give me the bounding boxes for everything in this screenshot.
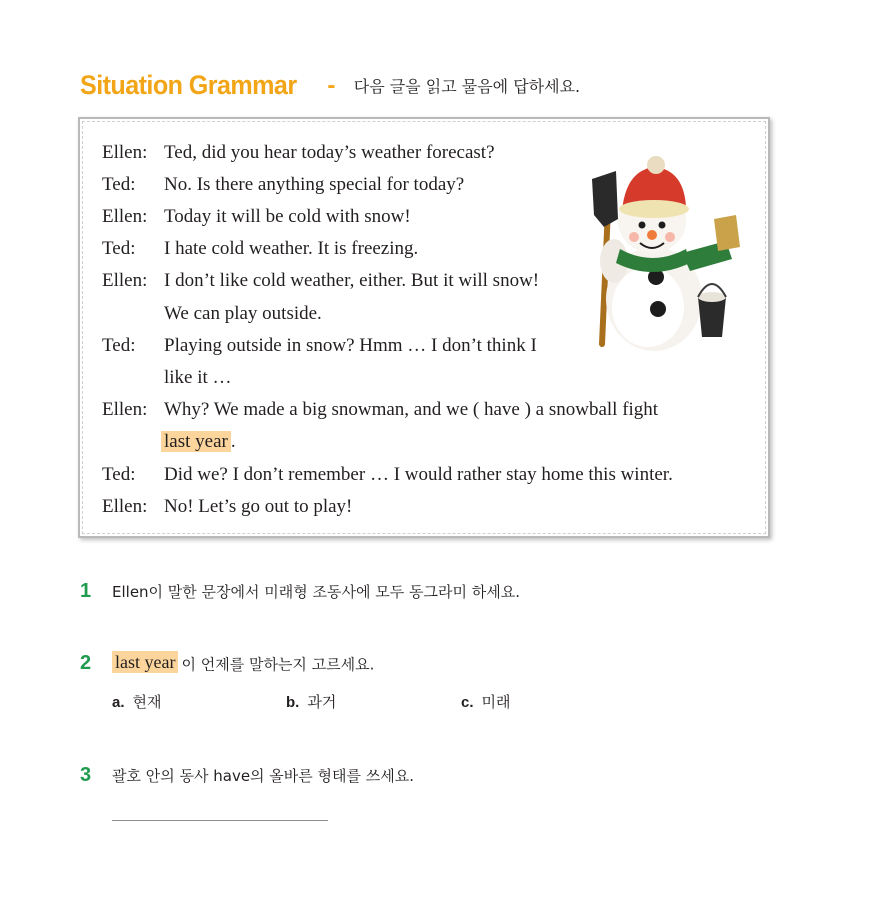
dialogue-box: [78, 117, 770, 538]
dialogue-line: [102, 269, 539, 293]
dialogue-line: [102, 334, 537, 358]
option-c[interactable]: [461, 691, 511, 712]
snowman-illustration: [586, 149, 746, 359]
option-label: c.: [461, 694, 474, 711]
dialogue-line: [102, 205, 411, 229]
question-3: [80, 764, 414, 787]
line-text: No. Is there anything special for today?: [164, 174, 465, 195]
line-text: .: [230, 431, 236, 452]
dialogue-line: [102, 463, 673, 487]
option-text: 현재: [132, 693, 162, 711]
option-label: a.: [112, 694, 125, 711]
dialogue-line: [102, 141, 495, 165]
line-text: We can play outside.: [164, 303, 322, 324]
line-text: I hate cold weather. It is freezing.: [164, 238, 419, 259]
option-b[interactable]: [286, 691, 336, 712]
question-text: Ellen이 말한 문장에서 미래형 조동사에 모두 동그라미 하세요.: [112, 583, 520, 601]
answer-blank-line[interactable]: [112, 820, 328, 821]
title-dash: -: [327, 71, 336, 99]
line-text: like it …: [164, 367, 232, 388]
section-title: Situation Grammar: [80, 70, 297, 100]
line-text: Playing outside in snow? Hmm … I don’t think I: [164, 335, 537, 356]
speaker-label: Ellen:: [102, 399, 148, 420]
speaker-label: Ellen:: [102, 496, 148, 517]
option-text: 과거: [307, 693, 337, 711]
speaker-label: Ted:: [102, 335, 136, 356]
option-label: b.: [286, 694, 300, 711]
speaker-label: Ellen:: [102, 142, 148, 163]
option-a[interactable]: [112, 691, 162, 712]
question-text: 괄호 안의 동사 have의 올바른 형태를 쓰세요.: [112, 767, 415, 785]
question-2: [80, 652, 374, 675]
speaker-label: Ellen:: [102, 270, 148, 291]
question-number: 2: [80, 652, 92, 675]
highlighted-phrase: last year: [161, 431, 231, 452]
speaker-label: Ted:: [102, 174, 136, 195]
line-text: No! Let’s go out to play!: [164, 496, 353, 517]
section-header: [80, 70, 580, 101]
dialogue-line: [102, 495, 352, 519]
dialogue-line: [102, 302, 322, 326]
option-text: 미래: [481, 693, 511, 711]
highlighted-phrase: last year: [112, 651, 178, 673]
speaker-label: Ted:: [102, 464, 136, 485]
line-text: Ted, did you hear today’s weather forecast?: [164, 142, 495, 163]
speaker-label: Ted:: [102, 238, 136, 259]
question-number: 3: [80, 764, 92, 786]
speaker-label: Ellen:: [102, 206, 148, 227]
question-number: 1: [80, 580, 92, 602]
dialogue-line: [102, 366, 232, 390]
line-text: Today it will be cold with snow!: [164, 206, 411, 227]
section-instruction: 다음 글을 읽고 물음에 답하세요.: [353, 77, 581, 96]
line-text: Did we? I don’t remember … I would rather stay home this winter.: [164, 464, 673, 485]
question-text: 이 언제를 말하는지 고르세요.: [181, 655, 375, 674]
line-text: Why? We made a big snowman, and we ( have ) a snowball fight: [164, 399, 659, 420]
question-1: [80, 580, 520, 603]
dialogue-line: [102, 398, 658, 422]
line-text: I don’t like cold weather, either. But it will snow!: [164, 270, 540, 291]
dialogue-line: [102, 237, 418, 261]
dialogue-line: [102, 430, 236, 454]
dialogue-line: [102, 173, 464, 197]
